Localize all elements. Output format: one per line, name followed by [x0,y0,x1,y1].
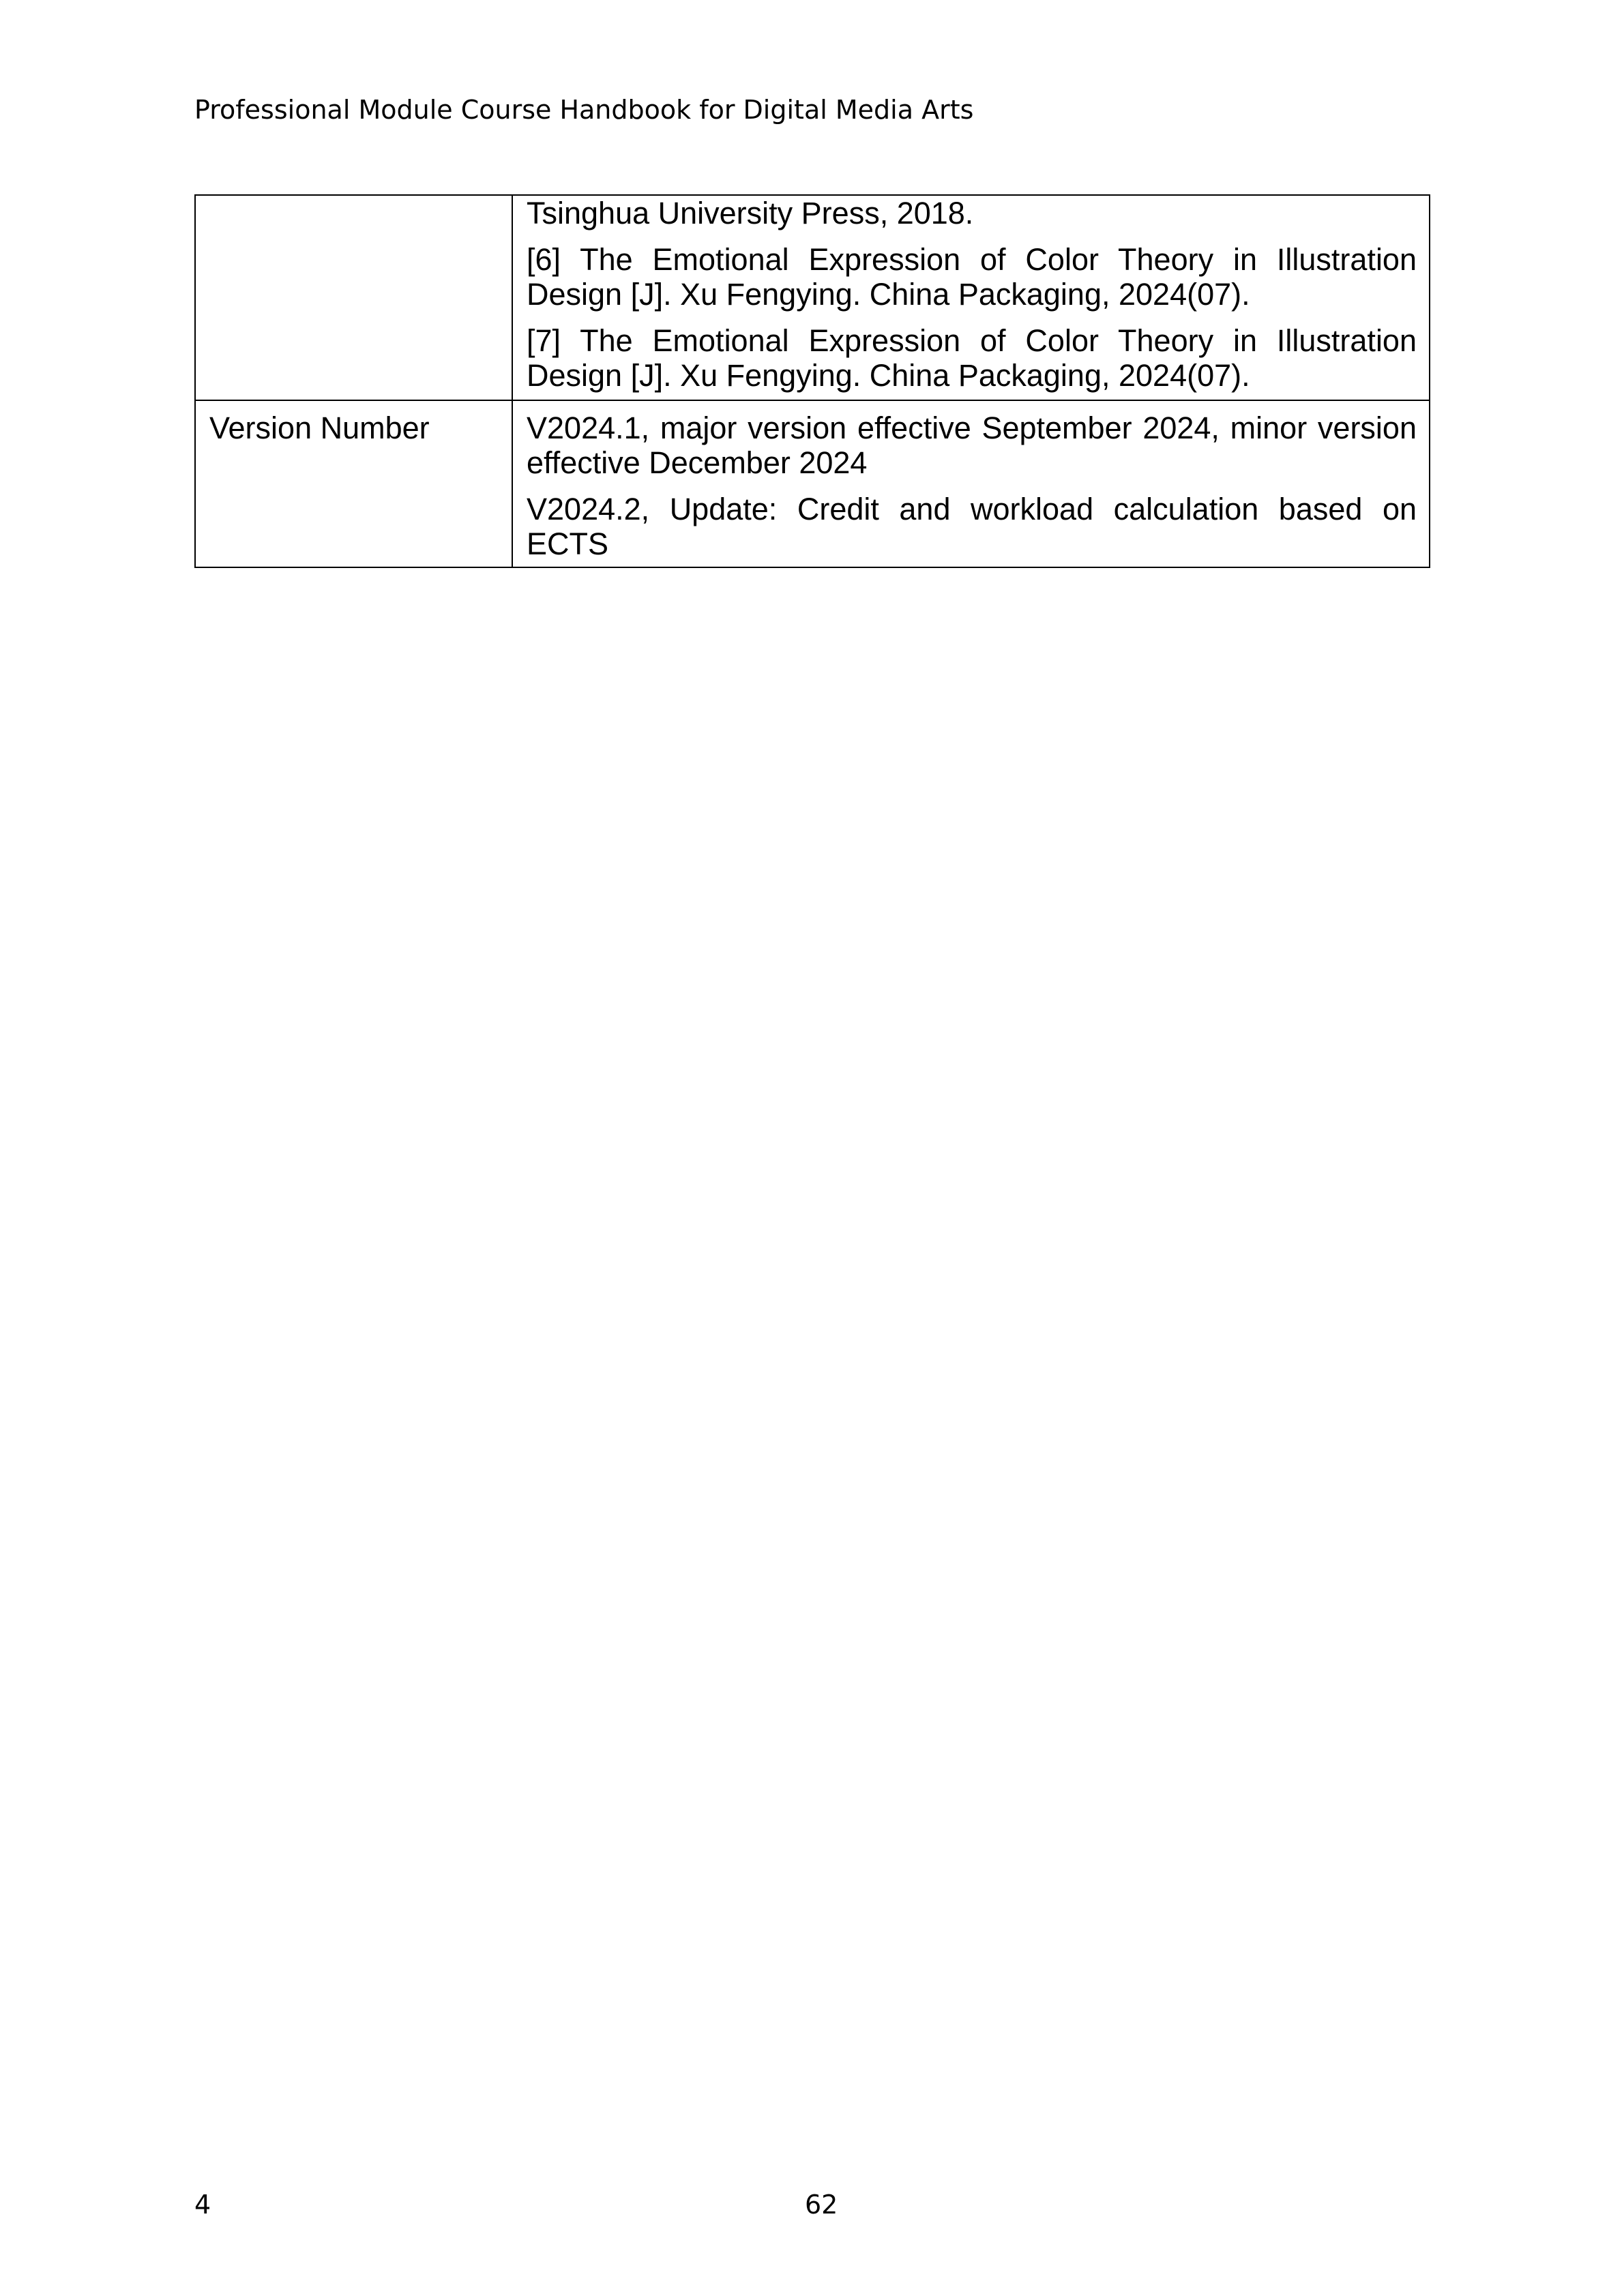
table-row-references [195,195,1430,400]
row-content-cell [512,195,1430,400]
version-entry-1: V2024.1, major version effective September 2024, minor version effective December 2024 [527,411,1417,480]
version-entry-2: V2024.2, Update: Credit and workload calculation based on ECTS [527,492,1417,561]
reference-7: [7] The Emotional Expression of Color Theory in Illustration Design [J]. Xu Fengying. China Packaging, 2024(07). [527,323,1417,393]
footer-left-number: 4 [194,2190,211,2220]
reference-6: [6] The Emotional Expression of Color Theory in Illustration Design [J]. Xu Fengying. China Packaging, 2024(07). [527,242,1417,312]
reference-continuation: Tsinghua University Press, 2018. [527,196,974,230]
row-content-cell [512,400,1430,567]
row-label-cell: Version Number [195,400,512,567]
row-label-cell [195,195,512,400]
running-header: Professional Module Course Handbook for Digital Media Arts [194,95,974,125]
module-table [194,194,1430,568]
page-number: 62 [805,2190,838,2220]
table-row-version-number [195,400,1430,567]
